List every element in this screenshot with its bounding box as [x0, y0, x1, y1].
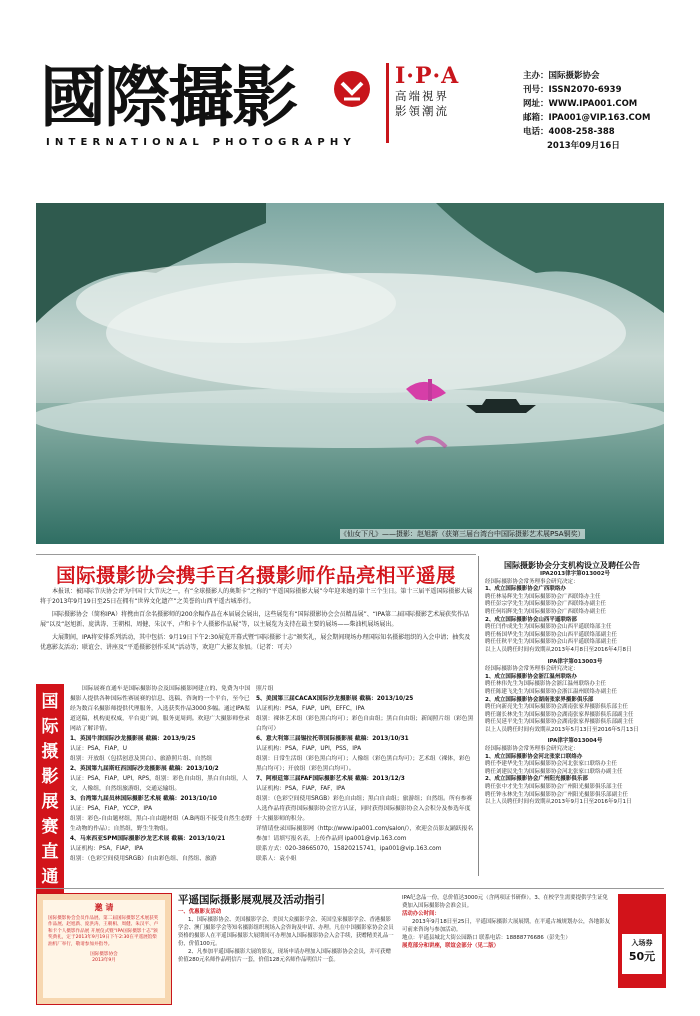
appointment-notice [478, 556, 665, 876]
notice-line: 2、成立国际摄影协会山西平遥联络部 [485, 616, 577, 623]
lead-paragraph: 国际摄影协会（简称IPA）将携由百余名摄影师的200余幅作品在本届展会展出，这些展览有“国际摄影协会会员精品展”、“IPA第二届国际摄影艺术展获奖作品展”以及“赵旭新、庞洪涛、王朝相、周健、朱汉平、卢和卡个人摄影作品展”等，以主展览为支持在最主要的展场——柴油机展场展出。 [40, 611, 469, 628]
guide-heading: 展览部分和讲座，联谊会部分（见二版） [402, 943, 500, 949]
salon-title: 5、美国第三届CACAX国际沙龙摄影展 截稿：2013/10/25 [256, 696, 414, 702]
notice-body [479, 571, 665, 807]
feature-photo [36, 203, 664, 544]
ticket-face [622, 934, 662, 974]
notice-line: 聘任闫作成先生为国际摄影协会山西平遥联络部主任 [485, 624, 612, 631]
notice-line: 以上人员聘任时间有效期从2013年5月13日至2016年5月13日 [485, 726, 639, 733]
info-row: 电话：4008-258-388 [523, 127, 615, 137]
notice-line: 聘任林易辉先生为国际摄影协会广西联络办主任 [485, 593, 601, 600]
salon-title: 3、台湾第九届员林国际摄影艺术展 截稿：2013/10/10 [70, 796, 217, 802]
guide-heading: 一、优惠影友活动 [178, 909, 222, 915]
notice-line: 1、成立国际摄影协会浙江温州联络办 [485, 673, 577, 680]
guide-col-2 [402, 894, 612, 950]
ipa-brand [386, 63, 505, 143]
notice-line: 以上人员聘任时间有效期从2013年4月8日至2016年4月8日 [485, 646, 632, 653]
salon-title: 4、马来西亚SPM国际摄影沙龙艺术展 截稿：2013/10/21 [70, 836, 226, 842]
salon-text: 组别：（色彩空间使用SRGB）彩色自由组；黑白自由组；旅游组；自然组。所有参赛人选作品将获得国际摄影协会官方认证，同时获得国际摄影协会入会积分及参选年度十大摄影师的积分。 [256, 796, 473, 822]
salon-text: 认证机构：PSA，FIAP，FAF，IPA [256, 786, 346, 792]
salon-text: 组别：彩色-自由题材组，黑白-自由题材组（A.B两组不接受自然生态野生动物的作品）；自然组，野生生物组。 [70, 816, 252, 832]
invitation-text: 国际摄影协会会员作品展、第二届国际摄影艺术展获奖作品展、赵旭新、庞洪涛、王朝相、周健、朱汉平、卢和卡个人摄影作品展 开展仪式暨“IPA国际摄影十志”颁奖典礼，定于2013年9月19日下午2:30在平遥展馆柴油机厂举行，敬请参加并指导。 [48, 916, 159, 947]
salon-title: 2、英国第九届斯旺西国际沙龙摄影展 截稿：2013/10/2 [70, 766, 219, 772]
notice-line: 聘任陈建飞先生为国际摄影协会浙江温州联络办副主任 [485, 688, 618, 695]
info-row: 2013年09月16日 [547, 141, 620, 151]
ticket-label: 入场券 [631, 939, 653, 947]
vertical-char: 国 [41, 692, 59, 712]
notice-line: 经国际摄影协会常务理事会研究决定： [485, 746, 579, 753]
vertical-char: 赛 [41, 817, 59, 837]
headline-rule [36, 554, 476, 555]
salon-text: 国际展赛直通车是国际摄影协会及国际摄影网建立的、免费为中国摄影人提供各种国际性赛展赛的信息、选稿、咨询的一个平台，至今已经为数百名摄影师提供代理服务，入选获奖作品3000多幅。通过IPA渠道送稿，机构更权威，平台更广阔，服务更周到。欢迎广大摄影师登录网站了解详情。 [70, 686, 251, 732]
salon-text: 详情请登录国际摄影网（http://www.ipa001.com/salon/），欢迎会员影友踊跃报名参加！请填写报名表，上传作品到 ipa001@vip.163.com [256, 826, 474, 842]
ipa-logo-icon [332, 69, 372, 109]
notice-line: 聘任吴延平先生为国际摄影协会湖南张家界摄影俱乐部副主任 [485, 719, 634, 726]
invitation-ad [36, 893, 172, 1005]
guide-text: 2013年9月18日至25日，平遥国际摄影大展展期，在平遥古城规划办公，各地影友可前来咨询与参加活动。 [402, 919, 610, 933]
salon-text: 组别：日常生活组（彩色黑白均可）；人像组（彩色黑白均可）；艺术组（裸体，彩色黑白均可）；开放组（彩色黑白均可）。 [256, 756, 471, 772]
notice-line: 2、成立国际摄影协会湖南张家界摄影俱乐部 [485, 696, 594, 703]
masthead [30, 55, 670, 195]
lead-paragraph: 本报讯：被国际节庆协会评为中国十大节庆之一，有“全球摄影人的奥斯卡”之称的“平遥国际摄影大展”今年迎来她的第十三个生日。第十三届平遥国际摄影大展将于2013年9月19日至25日在拥有“世界文化遗产”之美誉的山西平遥古城举行。 [40, 588, 473, 605]
salon-contact: 联系方式：020-38665070，15820215741，ipa001@vip.163.com [256, 846, 442, 852]
salon-text: 认证：PSA，FIAP，UPI，RPS，组别：彩色自由组，黑白自由组，人文，人像组，自然组旅游组，交通运输组。 [70, 776, 248, 792]
notice-line: 聘任林伟先生为国际摄影协会浙江温州联络办主任 [485, 681, 607, 688]
notice-line: 1、成立国际摄影协会广西联络办 [485, 586, 566, 593]
salon-text: 组别：裸体艺术组（彩色黑白均可）；彩色自由组；黑白自由组；新闻照片组（彩色黑白均可） [256, 716, 474, 732]
salon-text: 照片组 [256, 686, 274, 692]
notice-code: IPA律字第013003号 [547, 658, 603, 665]
salon-text: 认证机构：PSA，FIAP，UPI，PSS，IPA [256, 746, 362, 752]
vertical-char: 摄 [41, 742, 59, 762]
salon-title: 7、阿根廷第三届FAF国际摄影艺术展 截稿：2013/12/3 [256, 776, 405, 782]
section-divider [36, 888, 664, 889]
headline: 国际摄影协会携手百名摄影师作品亮相平遥展 [56, 564, 457, 587]
notice-line: 聘任彭宗学先生为国际摄影协会广西联络办副主任 [485, 601, 607, 608]
slogan-line-1: 高端視界 [395, 89, 449, 103]
salon-list-col-1 [70, 684, 252, 864]
guide-text: IPA纪念品一份，总价值达3000元（含两项证书研修）。3、在校学生需要提供学生证免费加入国际摄影协会准会员。 [402, 895, 608, 909]
photo-caption: 《仙女下凡》——摄影：赵旭新（获第三届台湾台中国际摄影艺术展PSA铜奖） [340, 530, 585, 538]
salon-text: 认证：PSA，FIAP，YCCP，IPA [70, 806, 153, 812]
salon-text: 组别：开放组（包括创意及黑白）、旅游照片组、自然组 [70, 756, 213, 762]
notice-line: 聘任钟永林先生为国际摄影协会广州阳光摄影俱乐部副主任 [485, 791, 629, 798]
salon-text: 认证机构：PSA，FIAP，UPI，EFFC，IPA [256, 706, 365, 712]
salon-list-col-2 [256, 684, 474, 864]
logo-title: 國際攝影 [40, 58, 296, 136]
invitation-date: 2013年9月 [92, 958, 116, 964]
invitation-card [43, 900, 165, 998]
salon-text: 组别：（色彩空间使用SRGB）自由彩色组、自然组、旅游 [70, 856, 217, 862]
notice-title: 国际摄影协会分支机构设立及聘任公告 [504, 561, 640, 570]
guide-heading: 活动办公时间： [402, 911, 440, 917]
publication-info [523, 69, 650, 153]
salon-contact: 联系人：袁小姐 [256, 856, 297, 862]
guide-title: 平遥国际摄影展观展及活动指引 [178, 894, 325, 906]
vertical-char: 直 [41, 842, 59, 862]
guide-text: 地点：平遥县城北大街公园路口 联系电话：18888776686（彭先生） [402, 935, 571, 941]
lead-paragraph: 大展期间，IPA将安排系列活动，其中包括：9月19日下午2:30展览开幕式暨“国际摄影十志”颁奖礼，展会期间现场办理国际知名摄影组织的入会申请；抽奖及优惠影友活动；联谊会、讲座及“平遥摄影创作采风”活动等，欢迎广大影友参加。（记者：可夫） [40, 634, 471, 651]
notice-line: 聘任何绍辉先生为国际摄影协会广西联络办副主任 [485, 608, 607, 615]
notice-line: 聘任任秋平先生为国际摄影协会山西平遥联络部副主任 [485, 639, 618, 646]
info-row: 刊号：ISSN2070-6939 [523, 85, 622, 95]
guide-col-1 [178, 908, 396, 964]
notice-line: 2、成立国际摄影协会广州阳光摄影俱乐部 [485, 776, 588, 783]
notice-line: 聘任张中才先生为国际摄影协会广州阳光摄影俱乐部主任 [485, 784, 623, 791]
notice-line: 聘任向新亮先生为国际摄影协会湖南张家界摄影俱乐部主任 [485, 704, 629, 711]
vertical-char: 通 [41, 867, 59, 887]
section-vertical-title [36, 684, 64, 898]
salon-text: 认证：PSA，FIAP，U [70, 746, 127, 752]
lead-article [40, 587, 473, 656]
notice-line: 聘任刘建民先生为国际摄影协会河北张家口联络办副主任 [485, 768, 623, 775]
slogan-line-2: 影領潮流 [395, 104, 449, 118]
info-row: 主办：国际摄影协会 [523, 71, 600, 81]
notice-code: IPA律字第013004号 [547, 738, 603, 745]
invitation-title: 邀 请 [94, 903, 114, 912]
vertical-char: 展 [41, 792, 59, 812]
invitation-sign: 国际摄影协会 [90, 952, 118, 958]
guide-text: 1、国际摄影协会、美国摄影学会、美国大众摄影学会、英国皇家摄影学会、香港摄影学会、澳门摄影学会等知名摄影组织现场入会咨询及申请、办理。凡在中国摄影家协会会员资格的摄影人在平遥国际摄影大展期间可办理加入国际摄影协会入会手续，获赠精美礼品一份，价值100元。 [178, 917, 394, 947]
notice-line: 以上人员聘任时间有效期从2013年9月1日至2016年9月1日 [485, 799, 632, 806]
notice-line: 聘任杨国华先生为国际摄影协会山西平遥联络部副主任 [485, 631, 618, 638]
notice-line: 1、成立国际摄影协会河北张家口联络办 [485, 753, 583, 760]
vertical-char: 际 [41, 717, 59, 737]
info-row: 邮箱：IPA001@VIP.163.COM [523, 113, 651, 123]
notice-line: 聘任谢长林先生为国际摄影协会湖南张家界摄影俱乐部副主任 [485, 711, 634, 718]
logo-subtitle: INTERNATIONAL PHOTOGRAPHY [46, 137, 356, 148]
admission-ticket [618, 894, 666, 988]
ipa-text: I·P·A [395, 63, 460, 89]
notice-line: 聘任李建华先生为国际摄影协会河北张家口联络办主任 [485, 761, 618, 768]
notice-code: IPA2013律字第013002号 [539, 571, 611, 577]
salon-title: 1、英国牛津国际沙龙摄影展 截稿：2013/9/25 [70, 736, 196, 742]
notice-line: 经国际摄影协会常务理事会研究决定： [485, 578, 579, 585]
vertical-char: 影 [41, 767, 59, 787]
info-row: 网址：WWW.IPA001.COM [523, 99, 638, 109]
salon-text: 认证机构：PSA，FIAP，IPA [70, 846, 144, 852]
guide-text: 2、凡参加平遥国际摄影大展的影友，现场申请办理加入国际摄影协会会员，并可获赠价值280元名师作品明信片一套，价值128元名师作品明信片一套。 [178, 949, 391, 963]
salon-title: 6、意大利第三届锡拉托蒂国际摄影展 截稿：2013/10/31 [256, 736, 409, 742]
ticket-price: 50元 [628, 950, 656, 963]
notice-line: 经国际摄影协会常务理事会研究决定： [485, 666, 579, 673]
